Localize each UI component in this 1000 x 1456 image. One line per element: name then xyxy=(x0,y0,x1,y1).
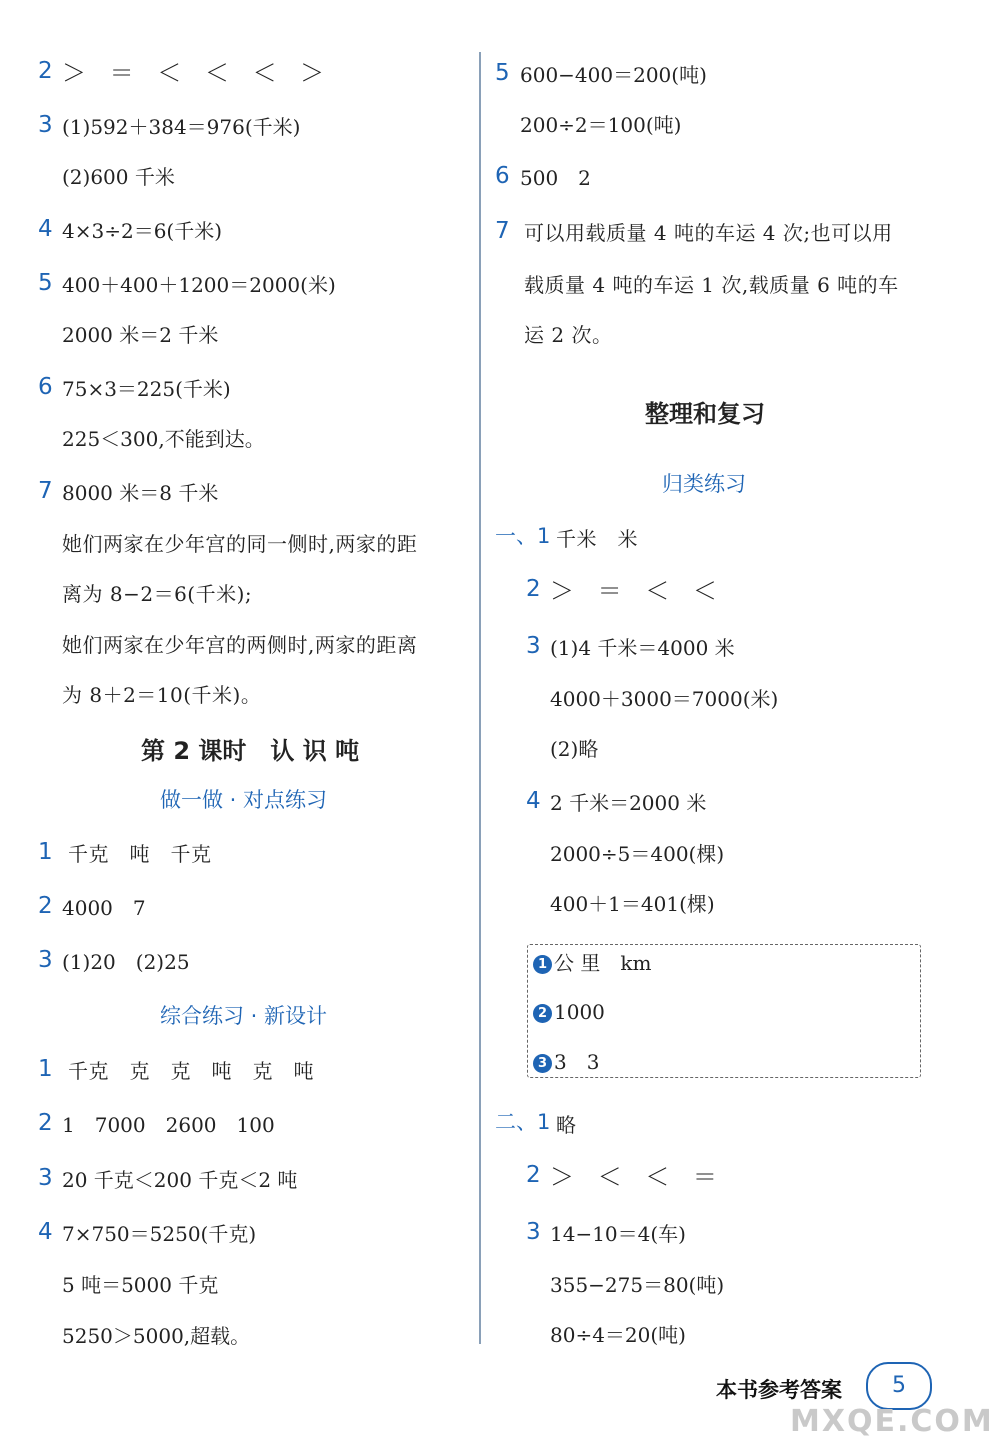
item-number: 6 xyxy=(38,374,53,400)
answer-line: 运 2 次。 xyxy=(524,323,613,347)
answer-line: (1)592＋384＝976(千米) xyxy=(62,115,301,139)
answer-line: 载质量 4 吨的车运 1 次,载质量 6 吨的车 xyxy=(524,273,899,297)
answer-line: 400＋1＝401(棵) xyxy=(550,892,715,916)
footer-label: 本书参考答案 xyxy=(716,1378,842,1402)
answer-line: 千米 米 xyxy=(556,527,638,551)
answer-line: 略 xyxy=(556,1113,577,1137)
answer-line: 500 2 xyxy=(520,166,591,190)
lesson-title: 第 2 课时 认 识 吨 xyxy=(141,737,360,765)
answer-line: 5250＞5000,超载。 xyxy=(62,1324,251,1348)
answer-line: 离为 8−2＝6(千米); xyxy=(62,582,253,606)
answer-line: ＞ ＝ ＜ ＜ ＜ ＞ xyxy=(62,59,333,87)
item-number: 5 xyxy=(495,60,510,86)
answer-line: 400＋400＋1200＝2000(米) xyxy=(62,273,336,297)
item-number: 1 xyxy=(38,1056,53,1082)
answer-line: 可以用载质量 4 吨的车运 4 次;也可以用 xyxy=(524,221,893,245)
answer-line: ＞ ＝ ＜ ＜ xyxy=(550,577,725,605)
item-number: 5 xyxy=(38,270,53,296)
answer-line: 4000 7 xyxy=(62,896,146,920)
answer-line: (2)略 xyxy=(550,737,599,761)
answer-line: 1 7000 2600 100 xyxy=(62,1113,275,1137)
section-subtitle: 归类练习 xyxy=(662,472,746,496)
item-number: 3 xyxy=(526,1219,541,1245)
answer-line: 2000÷5＝400(棵) xyxy=(550,842,725,866)
section-subtitle: 综合练习 · 新设计 xyxy=(160,1004,328,1028)
item-number: 4 xyxy=(38,216,53,242)
item-number: 2 xyxy=(38,58,53,84)
item-number: 7 xyxy=(495,218,510,244)
answer-line: 600−400＝200(吨) xyxy=(520,63,707,87)
column-divider xyxy=(479,52,481,1344)
item-number: 7 xyxy=(38,478,53,504)
box-answer: 1000 xyxy=(554,1000,605,1024)
box-answer: 3 3 xyxy=(554,1050,600,1074)
page-number: 5 xyxy=(866,1362,932,1410)
item-number: 一、1 xyxy=(495,524,551,548)
answer-line: 千克 克 克 吨 克 吨 xyxy=(68,1059,314,1083)
box-line xyxy=(533,1049,599,1075)
item-number: 2 xyxy=(526,1162,541,1188)
answer-line: 她们两家在少年宫的两侧时,两家的距离 xyxy=(62,633,418,657)
answer-line: 7×750＝5250(千克) xyxy=(62,1222,257,1246)
answer-line: (1)20 (2)25 xyxy=(62,950,190,974)
answer-line: 355−275＝80(吨) xyxy=(550,1273,725,1297)
answer-line: 8000 米＝8 千米 xyxy=(62,481,219,505)
answer-line: 75×3＝225(千米) xyxy=(62,377,231,401)
item-number: 4 xyxy=(38,1219,53,1245)
answer-line: 80÷4＝20(吨) xyxy=(550,1323,686,1347)
answer-line: 她们两家在少年宫的同一侧时,两家的距 xyxy=(62,532,418,556)
answer-line: 2000 米＝2 千米 xyxy=(62,323,219,347)
item-number: 4 xyxy=(526,788,541,814)
item-number: 3 xyxy=(38,1165,53,1191)
answer-line: 4000＋3000＝7000(米) xyxy=(550,687,779,711)
item-number: 6 xyxy=(495,163,510,189)
circled-number: 1 xyxy=(533,955,552,974)
item-number: 二、1 xyxy=(495,1110,551,1134)
answer-line: (2)600 千米 xyxy=(62,165,175,189)
item-number: 1 xyxy=(38,839,53,865)
item-number: 2 xyxy=(38,1110,53,1136)
circled-number: 3 xyxy=(533,1054,552,1073)
box-answer: 公 里 km xyxy=(554,951,652,975)
answer-line: 20 千克＜200 千克＜2 吨 xyxy=(62,1168,298,1192)
answer-line: 14−10＝4(车) xyxy=(550,1222,686,1246)
chapter-title: 整理和复习 xyxy=(645,400,765,428)
section-subtitle: 做一做 · 对点练习 xyxy=(160,788,328,812)
circled-number: 2 xyxy=(533,1004,552,1023)
answer-line: 为 8＋2＝10(千米)。 xyxy=(62,683,262,707)
item-number: 3 xyxy=(38,112,53,138)
item-number: 2 xyxy=(526,576,541,602)
answer-line: 5 吨＝5000 千克 xyxy=(62,1273,219,1297)
watermark-logo: MXQE.COM xyxy=(790,1404,994,1439)
answer-line: 4×3÷2＝6(千米) xyxy=(62,219,223,243)
answer-line: (1)4 千米＝4000 米 xyxy=(550,636,735,660)
answer-line: 2 千米＝2000 米 xyxy=(550,791,707,815)
box-line xyxy=(533,999,605,1025)
item-number: 3 xyxy=(526,633,541,659)
answer-line: ＞ ＜ ＜ ＝ xyxy=(550,1163,725,1191)
answer-line: 200÷2＝100(吨) xyxy=(520,113,682,137)
answer-line: 千克 吨 千克 xyxy=(68,842,212,866)
box-line xyxy=(533,950,651,976)
item-number: 3 xyxy=(38,947,53,973)
item-number: 2 xyxy=(38,893,53,919)
answer-line: 225＜300,不能到达。 xyxy=(62,427,265,451)
